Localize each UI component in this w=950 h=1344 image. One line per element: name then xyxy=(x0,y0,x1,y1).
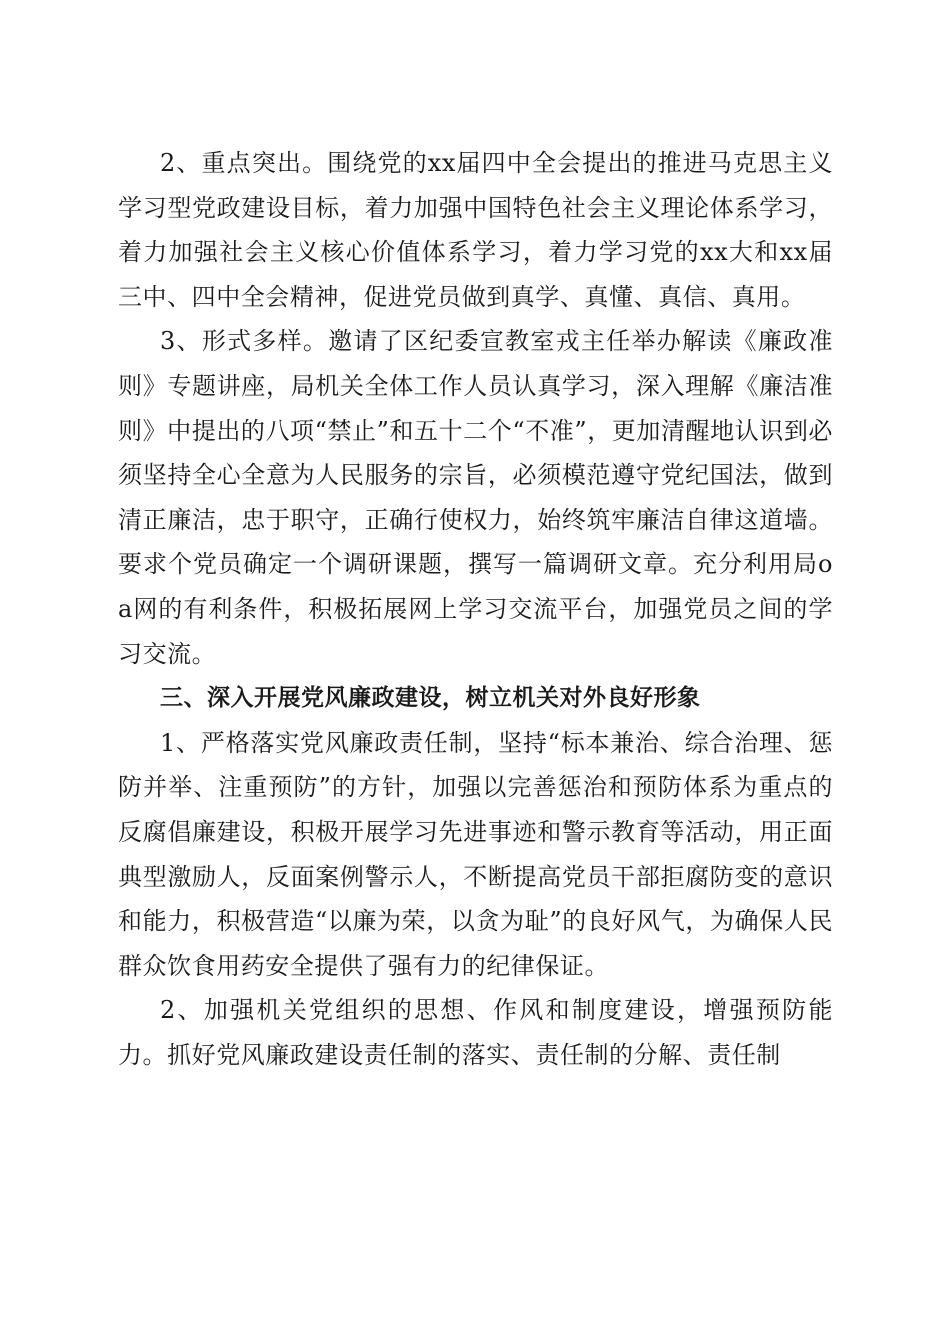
paragraph-organization-building: 2、加强机关党组织的思想、作风和制度建设，增强预防能力。抓好党风廉政建设责任制的落实、责任制的分解、责任制 xyxy=(118,996,833,1069)
paragraph-diverse-forms: 3、形式多样。邀请了区纪委宣教室戎主任举办解读《廉政准则》专题讲座，局机关全体工作人员认真学习，深入理解《廉洁准则》中提出的八项“禁止”和五十二个“不准”，更加清醒地认识到必须坚持全心全意为人民服务的宗旨，必须模范遵守党纪国法，做到清正廉洁，忠于职守，正确行使权力，始终筑牢廉洁自律这道墙。要求个党员确定一个调研课题，撰写一篇调研文章。充分利用局oa网的有利条件，积极拓展网上学习交流平台，加强党员之间的学习交流。 xyxy=(118,327,833,668)
section-heading: 三、深入开展党风廉政建设，树立机关对外良好形象 xyxy=(160,685,701,712)
paragraph-responsibility-system: 1、严格落实党风廉政责任制，坚持“标本兼治、综合治理、惩防并举、注重预防”的方针，加强以完善惩治和预防体系为重点的反腐倡廉建设，积极开展学习先进事迹和警示教育等活动，用正面典型激励人，反面案例警示人，不断提高党员干部拒腐防变的意识和能力，积极营造“以廉为荣，以贪为耻”的良好风气，为确保人民群众饮食用药安全提供了强有力的纪律保证。 xyxy=(118,728,833,980)
document-body xyxy=(118,141,833,1077)
paragraph-key-points: 2、重点突出。围绕党的xx届四中全会提出的推进马克思主义学习型党政建设目标，着力加强中国特色社会主义理论体系学习，着力加强社会主义核心价值体系学习，着力学习党的xx大和xx届三中、四中全会精神，促进党员做到真学、真懂、真信、真用。 xyxy=(118,149,833,311)
